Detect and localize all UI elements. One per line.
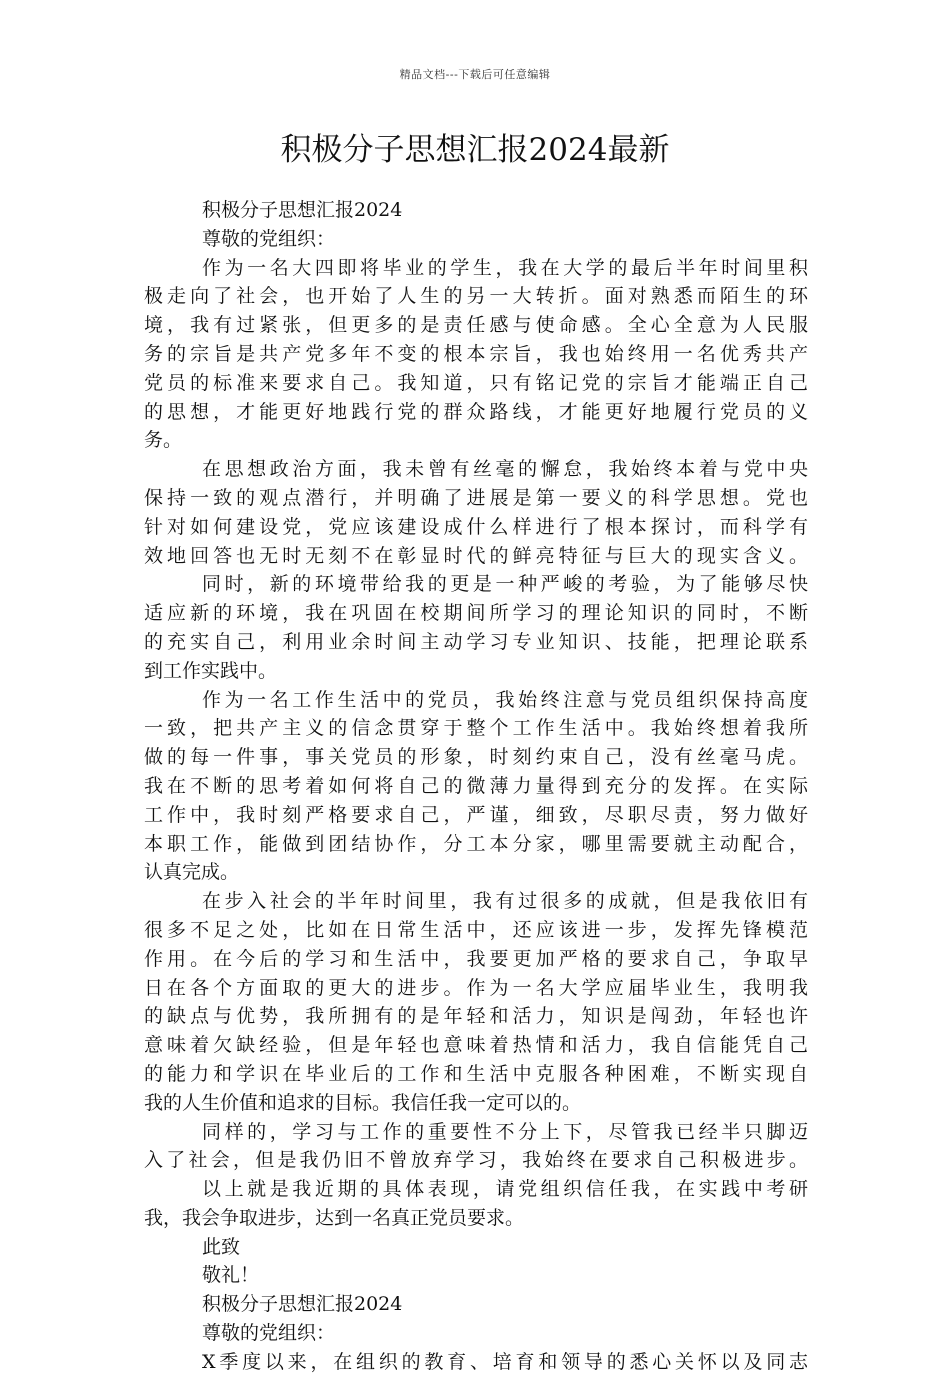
text-line: 此致 <box>202 1235 241 1258</box>
page-title: 积极分子思想汇报2024最新 <box>280 132 670 168</box>
text-line: 适应新的环境，我在巩固在校期间所学习的理论知识的同时，不断 <box>144 602 808 625</box>
text-line: 日在各个方面取的更大的进步。作为一名大学应届毕业生，我明我 <box>144 976 808 999</box>
text-line: 工作中，我时刻严格要求自己，严谨，细致，尽职尽责，努力做好 <box>144 803 808 826</box>
text-line: 做的每一件事，事关党员的形象，时刻约束自己，没有丝毫马虎。 <box>144 746 808 769</box>
text-line: 的思想，才能更好地践行党的群众路线，才能更好地履行党员的义 <box>144 400 808 423</box>
text-line: 同时，新的环境带给我的更是一种严峻的考验，为了能够尽快 <box>202 573 808 596</box>
text-line: 在思想政治方面，我未曾有丝毫的懈怠，我始终本着与党中央 <box>202 458 808 481</box>
text-line: 意味着欠缺经验，但是年轻也意味着热情和活力，我自信能凭自己 <box>144 1034 808 1057</box>
text-line: 积极分子思想汇报2024 <box>202 1293 403 1316</box>
text-line: 一致，把共产主义的信念贯穿于整个工作生活中。我始终想着我所 <box>144 717 808 740</box>
text-line: 入了社会，但是我仍旧不曾放弃学习，我始终在要求自己积极进步。 <box>144 1149 808 1172</box>
text-line: 的充实自己，利用业余时间主动学习专业知识、技能，把理论联系 <box>144 630 808 653</box>
text-line: 以上就是我近期的具体表现，请党组织信任我，在实践中考研 <box>202 1178 808 1201</box>
text-line: 积极分子思想汇报2024 <box>202 199 403 221</box>
document-body <box>144 196 808 1377</box>
text-line: 在步入社会的半年时间里，我有过很多的成就，但是我依旧有 <box>202 890 808 913</box>
text-line: 同样的，学习与工作的重要性不分上下，尽管我已经半只脚迈 <box>202 1120 808 1143</box>
text-line: 极走向了社会，也开始了人生的另一大转折。面对熟悉而陌生的环 <box>144 285 808 308</box>
text-line: 本职工作，能做到团结协作，分工本分家，哪里需要就主动配合， <box>144 832 808 855</box>
text-line: 我的人生价值和追求的目标。我信任我一定可以的。 <box>144 1091 582 1114</box>
text-line: 很多不足之处，比如在日常生活中，还应该进一步，发挥先锋模范 <box>144 918 808 941</box>
text-line: 保持一致的观点潜行，并明确了进展是第一要义的科学思想。党也 <box>144 486 808 509</box>
text-line: X季度以来，在组织的教育、培育和领导的悉心关怀以及同志 <box>202 1350 808 1373</box>
text-line: 尊敬的党组织： <box>202 1322 336 1345</box>
text-line: 认真完成。 <box>144 861 240 884</box>
header-note: 精品文档---下载后可任意编辑 <box>399 68 551 81</box>
text-line: 针对如何建设党，党应该建设成什么样进行了根本探讨，而科学有 <box>144 515 808 538</box>
text-line: 我在不断的思考着如何将自己的微薄力量得到充分的发挥。在实际 <box>144 774 808 797</box>
text-line: 作为一名大四即将毕业的学生，我在大学的最后半年时间里积 <box>202 256 808 279</box>
text-line: 到工作实践中。 <box>144 659 278 682</box>
text-line: 作为一名工作生活中的党员，我始终注意与党员组织保持高度 <box>202 688 808 711</box>
text-line: 党员的标准来要求自己。我知道，只有铭记党的宗旨才能端正自己 <box>144 371 808 394</box>
text-line: 敬礼！ <box>202 1264 260 1287</box>
text-line: 尊敬的党组织： <box>202 227 336 250</box>
text-line: 作用。在今后的学习和生活中，我要更加严格的要求自己，争取早 <box>144 947 808 970</box>
text-line: 境，我有过紧张，但更多的是责任感与使命感。全心全意为人民服 <box>144 314 808 337</box>
text-line: 务的宗旨是共产党多年不变的根本宗旨，我也始终用一名优秀共产 <box>144 342 808 365</box>
text-line: 我，我会争取进步，达到一名真正党员要求。 <box>144 1206 525 1229</box>
text-line: 务。 <box>144 429 183 452</box>
text-line: 的能力和学识在毕业后的工作和生活中克服各种困难，不断实现自 <box>144 1062 808 1085</box>
text-line: 效地回答也无时无刻不在彰显时代的鲜亮特征与巨大的现实含义。 <box>144 544 808 567</box>
text-line: 的缺点与优势，我所拥有的是年轻和活力，知识是闯劲，年轻也许 <box>144 1005 808 1028</box>
